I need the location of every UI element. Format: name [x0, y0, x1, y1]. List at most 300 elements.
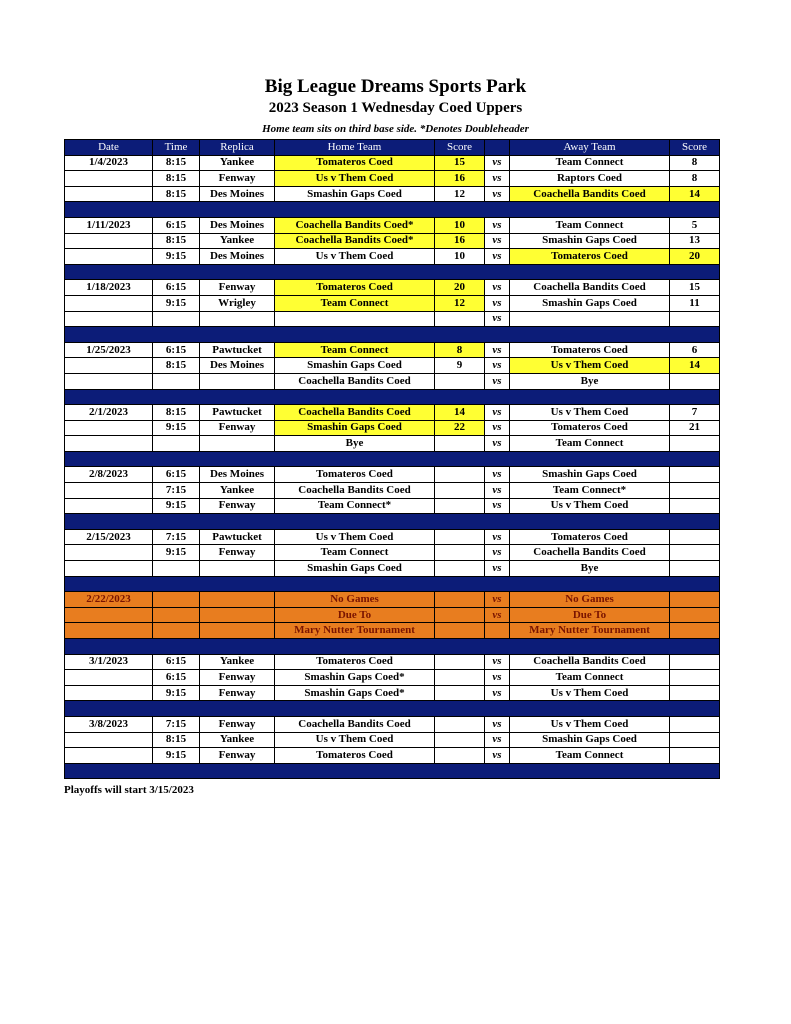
home-score-cell — [435, 732, 485, 748]
time-cell — [153, 373, 200, 389]
game-row — [65, 358, 720, 374]
away-team-cell: Mary Nutter Tournament — [510, 623, 670, 639]
away-score-cell — [670, 623, 720, 639]
away-score-cell: 6 — [670, 342, 720, 358]
col-header-date: Date — [65, 140, 153, 156]
page-title: Big League Dreams Sports Park — [264, 76, 527, 97]
separator-bar — [65, 202, 720, 218]
home-team-cell: Tomateros Coed — [275, 280, 435, 296]
away-score-cell: 8 — [670, 171, 720, 187]
vs-cell: vs — [485, 529, 510, 545]
away-team-cell: Us v Them Coed — [510, 716, 670, 732]
time-cell: 6:15 — [153, 467, 200, 483]
replica-cell: Fenway — [200, 716, 275, 732]
away-score-cell — [670, 748, 720, 764]
replica-cell: Fenway — [200, 420, 275, 436]
home-score-cell: 12 — [435, 295, 485, 311]
date-cell — [65, 748, 153, 764]
time-cell — [153, 623, 200, 639]
time-cell: 7:15 — [153, 483, 200, 499]
separator-bar — [65, 639, 720, 655]
home-team-cell: No Games — [275, 592, 435, 608]
game-row — [65, 217, 720, 233]
separator-bar — [65, 701, 720, 717]
home-score-cell: 20 — [435, 280, 485, 296]
away-team-cell: Smashin Gaps Coed — [510, 295, 670, 311]
home-team-cell: Team Connect — [275, 545, 435, 561]
away-score-cell — [670, 311, 720, 327]
replica-cell: Des Moines — [200, 186, 275, 202]
time-cell: 9:15 — [153, 498, 200, 514]
away-score-cell — [670, 483, 720, 499]
vs-cell: vs — [485, 233, 510, 249]
away-score-cell — [670, 732, 720, 748]
away-team-cell: Team Connect* — [510, 483, 670, 499]
home-score-cell — [435, 498, 485, 514]
away-team-cell: Team Connect — [510, 748, 670, 764]
game-row — [65, 467, 720, 483]
date-cell — [65, 249, 153, 265]
home-score-cell: 16 — [435, 233, 485, 249]
away-score-cell — [670, 716, 720, 732]
time-cell: 7:15 — [153, 716, 200, 732]
home-score-cell — [435, 607, 485, 623]
time-cell: 9:15 — [153, 748, 200, 764]
time-cell — [153, 311, 200, 327]
replica-cell — [200, 373, 275, 389]
away-team-cell: Team Connect — [510, 436, 670, 452]
time-cell: 8:15 — [153, 732, 200, 748]
separator-bar — [65, 763, 720, 779]
vs-cell: vs — [485, 498, 510, 514]
replica-cell — [200, 436, 275, 452]
col-header-away-score: Score — [670, 140, 720, 156]
replica-cell: Wrigley — [200, 295, 275, 311]
game-row — [65, 249, 720, 265]
game-row — [65, 498, 720, 514]
home-team-cell: Tomateros Coed — [275, 654, 435, 670]
vs-cell: vs — [485, 358, 510, 374]
home-score-cell — [435, 670, 485, 686]
away-team-cell: Tomateros Coed — [510, 342, 670, 358]
replica-cell: Fenway — [200, 280, 275, 296]
home-team-cell: Coachella Bandits Coed — [275, 716, 435, 732]
home-team-cell: Us v Them Coed — [275, 249, 435, 265]
replica-cell — [200, 311, 275, 327]
vs-cell: vs — [485, 654, 510, 670]
game-row — [65, 529, 720, 545]
home-score-cell — [435, 748, 485, 764]
replica-cell: Des Moines — [200, 467, 275, 483]
game-row — [65, 373, 720, 389]
replica-cell: Yankee — [200, 732, 275, 748]
no-games-row — [65, 623, 720, 639]
vs-cell: vs — [485, 171, 510, 187]
date-cell: 2/8/2023 — [65, 467, 153, 483]
away-team-cell: Smashin Gaps Coed — [510, 233, 670, 249]
home-score-cell: 12 — [435, 186, 485, 202]
home-score-cell: 9 — [435, 358, 485, 374]
date-cell — [65, 420, 153, 436]
game-row — [65, 171, 720, 187]
date-cell — [65, 483, 153, 499]
vs-cell: vs — [485, 545, 510, 561]
home-team-cell: Team Connect* — [275, 498, 435, 514]
game-row — [65, 685, 720, 701]
col-header-away-team: Away Team — [510, 140, 670, 156]
away-score-cell — [670, 561, 720, 577]
game-row — [65, 716, 720, 732]
away-team-cell: Team Connect — [510, 670, 670, 686]
date-cell — [65, 233, 153, 249]
game-row — [65, 483, 720, 499]
home-team-cell: Us v Them Coed — [275, 171, 435, 187]
replica-cell: Fenway — [200, 171, 275, 187]
home-team-cell: Team Connect — [275, 342, 435, 358]
vs-cell: vs — [485, 373, 510, 389]
home-team-cell: Mary Nutter Tournament — [275, 623, 435, 639]
vs-cell: vs — [485, 186, 510, 202]
home-score-cell — [435, 483, 485, 499]
vs-cell: vs — [485, 249, 510, 265]
vs-cell: vs — [485, 732, 510, 748]
away-score-cell — [670, 607, 720, 623]
week-separator — [65, 701, 720, 717]
replica-cell: Fenway — [200, 670, 275, 686]
vs-cell — [485, 623, 510, 639]
date-cell: 2/22/2023 — [65, 592, 153, 608]
week-separator — [65, 514, 720, 530]
replica-cell: Des Moines — [200, 217, 275, 233]
home-team-cell: Coachella Bandits Coed* — [275, 217, 435, 233]
away-team-cell: Coachella Bandits Coed — [510, 186, 670, 202]
week-separator — [65, 264, 720, 280]
date-cell — [65, 186, 153, 202]
week-separator — [65, 763, 720, 779]
date-cell — [65, 545, 153, 561]
game-row — [65, 732, 720, 748]
home-score-cell — [435, 716, 485, 732]
replica-cell: Yankee — [200, 233, 275, 249]
replica-cell — [200, 592, 275, 608]
away-score-cell: 11 — [670, 295, 720, 311]
time-cell — [153, 436, 200, 452]
away-score-cell — [670, 529, 720, 545]
replica-cell — [200, 561, 275, 577]
time-cell: 9:15 — [153, 545, 200, 561]
away-team-cell: Smashin Gaps Coed — [510, 732, 670, 748]
replica-cell: Yankee — [200, 155, 275, 171]
time-cell — [153, 561, 200, 577]
away-team-cell: Team Connect — [510, 217, 670, 233]
away-team-cell: Bye — [510, 373, 670, 389]
away-team-cell: Tomateros Coed — [510, 249, 670, 265]
date-cell: 1/4/2023 — [65, 155, 153, 171]
vs-cell: vs — [485, 592, 510, 608]
replica-cell: Yankee — [200, 654, 275, 670]
home-team-cell: Smashin Gaps Coed — [275, 420, 435, 436]
replica-cell: Fenway — [200, 498, 275, 514]
vs-cell: vs — [485, 295, 510, 311]
week-separator — [65, 327, 720, 343]
game-row — [65, 748, 720, 764]
away-team-cell: Us v Them Coed — [510, 405, 670, 421]
away-score-cell — [670, 498, 720, 514]
replica-cell: Pawtucket — [200, 342, 275, 358]
game-row — [65, 311, 720, 327]
date-cell — [65, 670, 153, 686]
time-cell: 6:15 — [153, 670, 200, 686]
date-cell — [65, 685, 153, 701]
away-score-cell — [670, 685, 720, 701]
date-cell: 3/8/2023 — [65, 716, 153, 732]
separator-bar — [65, 327, 720, 343]
home-team-cell: Coachella Bandits Coed* — [275, 233, 435, 249]
time-cell: 9:15 — [153, 685, 200, 701]
home-team-cell: Us v Them Coed — [275, 732, 435, 748]
time-cell: 9:15 — [153, 249, 200, 265]
separator-bar — [65, 451, 720, 467]
date-cell — [65, 295, 153, 311]
time-cell: 9:15 — [153, 295, 200, 311]
date-cell — [65, 498, 153, 514]
away-score-cell: 14 — [670, 186, 720, 202]
home-score-cell: 10 — [435, 249, 485, 265]
home-team-cell: Bye — [275, 436, 435, 452]
date-cell — [65, 171, 153, 187]
date-cell — [65, 561, 153, 577]
home-team-cell: Coachella Bandits Coed — [275, 405, 435, 421]
away-team-cell: Coachella Bandits Coed — [510, 545, 670, 561]
vs-cell: vs — [485, 607, 510, 623]
home-score-cell — [435, 436, 485, 452]
vs-cell: vs — [485, 483, 510, 499]
away-score-cell — [670, 670, 720, 686]
vs-cell: vs — [485, 685, 510, 701]
game-row — [65, 280, 720, 296]
home-score-cell — [435, 623, 485, 639]
game-row — [65, 233, 720, 249]
game-row — [65, 186, 720, 202]
time-cell: 6:15 — [153, 342, 200, 358]
time-cell: 8:15 — [153, 233, 200, 249]
game-row — [65, 436, 720, 452]
replica-cell: Fenway — [200, 685, 275, 701]
away-score-cell — [670, 373, 720, 389]
time-cell: 8:15 — [153, 186, 200, 202]
time-cell: 8:15 — [153, 171, 200, 187]
time-cell: 8:15 — [153, 155, 200, 171]
date-cell: 1/25/2023 — [65, 342, 153, 358]
away-team-cell: Smashin Gaps Coed — [510, 467, 670, 483]
date-cell: 2/1/2023 — [65, 405, 153, 421]
schedule-table — [64, 139, 720, 779]
time-cell: 9:15 — [153, 420, 200, 436]
away-team-cell — [510, 311, 670, 327]
game-row — [65, 545, 720, 561]
date-cell: 1/11/2023 — [65, 217, 153, 233]
time-cell: 8:15 — [153, 358, 200, 374]
no-games-row — [65, 592, 720, 608]
away-score-cell: 21 — [670, 420, 720, 436]
home-score-cell — [435, 373, 485, 389]
time-cell — [153, 607, 200, 623]
home-team-cell: Tomateros Coed — [275, 467, 435, 483]
game-row — [65, 670, 720, 686]
replica-cell: Fenway — [200, 748, 275, 764]
away-team-cell: Team Connect — [510, 155, 670, 171]
vs-cell: vs — [485, 716, 510, 732]
away-team-cell: Us v Them Coed — [510, 498, 670, 514]
game-row — [65, 561, 720, 577]
away-team-cell: Coachella Bandits Coed — [510, 280, 670, 296]
replica-cell — [200, 607, 275, 623]
col-header-time: Time — [153, 140, 200, 156]
date-cell — [65, 436, 153, 452]
away-team-cell: Raptors Coed — [510, 171, 670, 187]
vs-cell: vs — [485, 670, 510, 686]
col-header-vs — [485, 140, 510, 156]
date-cell: 1/18/2023 — [65, 280, 153, 296]
playoffs-note: Playoffs will start 3/15/2023 — [64, 784, 194, 796]
replica-cell: Pawtucket — [200, 529, 275, 545]
away-score-cell — [670, 467, 720, 483]
schedule-body — [65, 155, 720, 779]
vs-cell: vs — [485, 420, 510, 436]
game-row — [65, 654, 720, 670]
time-cell: 6:15 — [153, 217, 200, 233]
date-cell — [65, 373, 153, 389]
game-row — [65, 420, 720, 436]
week-separator — [65, 639, 720, 655]
home-score-cell — [435, 654, 485, 670]
home-team-cell: Smashin Gaps Coed — [275, 358, 435, 374]
away-score-cell: 14 — [670, 358, 720, 374]
home-team-cell — [275, 311, 435, 327]
replica-cell: Fenway — [200, 545, 275, 561]
home-score-cell: 10 — [435, 217, 485, 233]
away-score-cell — [670, 654, 720, 670]
separator-bar — [65, 264, 720, 280]
date-cell: 2/15/2023 — [65, 529, 153, 545]
away-score-cell: 15 — [670, 280, 720, 296]
vs-cell: vs — [485, 217, 510, 233]
home-score-cell: 14 — [435, 405, 485, 421]
week-separator — [65, 576, 720, 592]
col-header-home-score: Score — [435, 140, 485, 156]
replica-cell: Des Moines — [200, 358, 275, 374]
time-cell: 7:15 — [153, 529, 200, 545]
home-score-cell — [435, 311, 485, 327]
away-score-cell: 20 — [670, 249, 720, 265]
replica-cell — [200, 623, 275, 639]
replica-cell: Pawtucket — [200, 405, 275, 421]
vs-cell: vs — [485, 155, 510, 171]
away-team-cell: Us v Them Coed — [510, 358, 670, 374]
home-score-cell — [435, 545, 485, 561]
separator-bar — [65, 514, 720, 530]
away-score-cell — [670, 545, 720, 561]
away-team-cell: Coachella Bandits Coed — [510, 654, 670, 670]
time-cell: 6:15 — [153, 280, 200, 296]
vs-cell: vs — [485, 561, 510, 577]
home-team-cell: Smashin Gaps Coed — [275, 561, 435, 577]
away-score-cell — [670, 592, 720, 608]
vs-cell: vs — [485, 405, 510, 421]
column-header-row — [65, 140, 720, 156]
replica-cell: Yankee — [200, 483, 275, 499]
date-cell — [65, 623, 153, 639]
game-row — [65, 155, 720, 171]
date-cell — [65, 607, 153, 623]
home-score-cell: 15 — [435, 155, 485, 171]
separator-bar — [65, 576, 720, 592]
separator-bar — [65, 389, 720, 405]
away-team-cell: Us v Them Coed — [510, 685, 670, 701]
home-score-cell — [435, 529, 485, 545]
away-team-cell: Tomateros Coed — [510, 529, 670, 545]
date-cell: 3/1/2023 — [65, 654, 153, 670]
vs-cell: vs — [485, 467, 510, 483]
home-team-cell: Tomateros Coed — [275, 155, 435, 171]
week-separator — [65, 389, 720, 405]
away-team-cell: No Games — [510, 592, 670, 608]
home-score-cell: 16 — [435, 171, 485, 187]
week-separator — [65, 451, 720, 467]
home-score-cell — [435, 561, 485, 577]
away-score-cell: 5 — [670, 217, 720, 233]
date-cell — [65, 732, 153, 748]
time-cell: 8:15 — [153, 405, 200, 421]
away-score-cell: 13 — [670, 233, 720, 249]
home-team-cell: Smashin Gaps Coed — [275, 186, 435, 202]
vs-cell: vs — [485, 311, 510, 327]
game-row — [65, 295, 720, 311]
away-team-cell: Tomateros Coed — [510, 420, 670, 436]
away-team-cell: Bye — [510, 561, 670, 577]
home-team-cell: Us v Them Coed — [275, 529, 435, 545]
home-score-cell: 22 — [435, 420, 485, 436]
home-score-cell: 8 — [435, 342, 485, 358]
home-score-cell — [435, 467, 485, 483]
home-score-cell — [435, 685, 485, 701]
date-cell — [65, 311, 153, 327]
home-score-cell — [435, 592, 485, 608]
vs-cell: vs — [485, 436, 510, 452]
vs-cell: vs — [485, 280, 510, 296]
home-team-cell: Due To — [275, 607, 435, 623]
week-separator — [65, 202, 720, 218]
vs-cell: vs — [485, 342, 510, 358]
page-subtitle: 2023 Season 1 Wednesday Coed Uppers — [268, 100, 523, 116]
col-header-home-team: Home Team — [275, 140, 435, 156]
date-cell — [65, 358, 153, 374]
home-team-cell: Coachella Bandits Coed — [275, 373, 435, 389]
away-score-cell: 8 — [670, 155, 720, 171]
away-team-cell: Due To — [510, 607, 670, 623]
header-note: Home team sits on third base side. *Denotes Doubleheader — [262, 123, 529, 135]
no-games-row — [65, 607, 720, 623]
game-row — [65, 342, 720, 358]
home-team-cell: Team Connect — [275, 295, 435, 311]
replica-cell: Des Moines — [200, 249, 275, 265]
away-score-cell — [670, 436, 720, 452]
home-team-cell: Coachella Bandits Coed — [275, 483, 435, 499]
time-cell: 6:15 — [153, 654, 200, 670]
vs-cell: vs — [485, 748, 510, 764]
home-team-cell: Smashin Gaps Coed* — [275, 670, 435, 686]
home-team-cell: Smashin Gaps Coed* — [275, 685, 435, 701]
